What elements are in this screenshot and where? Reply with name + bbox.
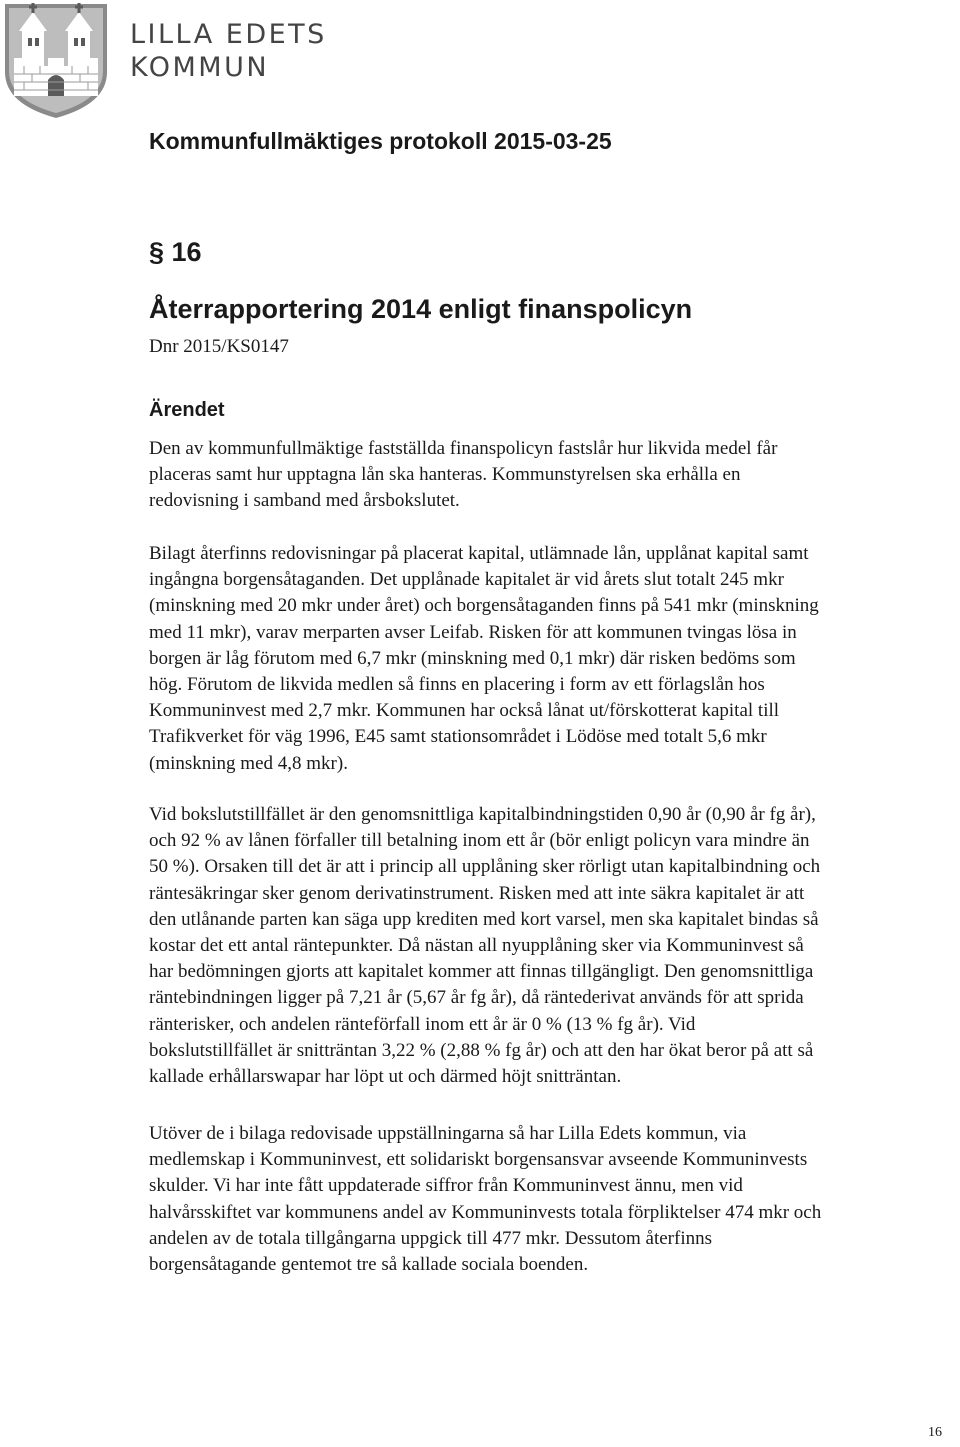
text-line: och 92 % av lånen förfaller till betalning inom ett år (bör enligt policyn vara mindre än [149,830,810,852]
text-line: kostar det ett antal räntepunkter. Då nästan all nyupplåning sker via Kommuninvest så [149,935,804,957]
paragraph-capital-report [149,541,819,777]
paragraph-interest-binding [149,802,820,1090]
text-line: Kommuninvest med 2,7 mkr. Kommunen har också lånat ut/förskotterat kapital till [149,700,780,722]
paragraph-kommuninvest [149,1121,821,1278]
text-line: placeras samt hur upptagna lån ska hanteras. Kommunstyrelsen ska erhålla en [149,464,741,486]
municipality-coat-of-arms [0,0,112,120]
text-line: redovisning i samband med årsbokslutet. [149,490,460,512]
text-line: räntesäkringar sker genom derivatinstrument. Risken med att inte säkra kapitalet är att [149,882,805,904]
text-line: ingångna borgensåtaganden. Det upplånade kapitalet är vid årets slut totalt 245 mkr [149,569,784,591]
diary-number: Dnr 2015/KS0147 [149,336,289,357]
text-line: (minskning med 4,8 mkr). [149,752,348,774]
wordmark-line-2: KOMMUN [130,52,270,83]
text-line: andelen av de totala tillgångarna uppgick till 477 mkr. Dessutom återfinns [149,1227,712,1249]
wordmark-line-1: LILLA EDETS [130,19,327,50]
text-line: Vid bokslutstillfället är den genomsnittliga kapitalbindningstiden 0,90 år (0,90 år fg år), [149,804,816,825]
municipality-wordmark [130,18,327,84]
text-line: halvårsskiftet var kommunens andel av Kommuninvests totala förpliktelser 474 mkr och [149,1201,822,1223]
text-line: Den av kommunfullmäktige fastställda finanspolicyn fastslår hur likvida medel får [149,438,778,459]
text-line: borgensåtagande gentemot tre så kallade sociala boenden. [149,1254,589,1276]
text-line: Utöver de i bilaga redovisade uppställningarna så har Lilla Edets kommun, via [149,1123,747,1144]
page-number: 16 [928,1425,942,1440]
text-line: Bilagt återfinns redovisningar på placerat kapital, utlämnade lån, upplånat kapital samt [149,543,809,564]
text-line: skulder. Vi har inte fått uppdaterade siffror från Kommuninvest ännu, men vid [149,1175,743,1197]
text-line: ränterisker, och andelen ränteförfall inom ett år är 0 % (13 % fg år). Vid [149,1013,696,1035]
section-title: Återrapportering 2014 enligt finanspolicyn [149,294,693,324]
paragraph-background [149,436,777,515]
text-line: med 11 mkr), varav merparten avser Leifab. Risken för att kommunen tvingas lösa in [149,621,797,643]
text-line: 50 %). Orsaken till det är att i princip all upplåning sker rörligt utan kapitalbindning och [149,856,821,878]
text-line: kallade erhållarswapar har löpt ut och därmed höjt snitträntan. [149,1066,622,1088]
text-line: medlemskap i Kommuninvest, ett solidariskt borgensansvar avseende Kommuninvests [149,1149,808,1171]
text-line: räntebindningen ligger på 7,21 år (5,67 år fg år), då räntederivat används för att sprida [149,987,804,1009]
document-header: Kommunfullmäktiges protokoll 2015-03-25 [149,128,612,154]
text-line: bokslutstillfället är snitträntan 3,22 % (2,88 % fg år) och att den har ökat beror på att så [149,1039,814,1061]
case-subheading: Ärendet [149,399,225,421]
text-line: Trafikverket för väg 1996, E45 samt stationsområdet i Lödöse med totalt 5,6 mkr [149,726,767,748]
text-line: hög. Förutom de likvida medlen så finns en placering i form av ett förlagslån hos [149,674,765,696]
text-line: borgen är låg förutom med 6,7 mkr (minskning med 0,1 mkr) där risken bedöms som [149,647,796,669]
text-line: (minskning med 20 mkr under året) och borgensåtaganden finns på 541 mkr (minskning [149,595,819,617]
text-line: den utlånande parten kan säga upp krediten med kort varsel, men ska kapitalet bindas så [149,908,819,930]
text-line: har bedömningen gjorts att kapitalet kommer att finnas tillgängligt. Den genomsnittliga [149,961,814,983]
section-number: § 16 [149,237,202,267]
